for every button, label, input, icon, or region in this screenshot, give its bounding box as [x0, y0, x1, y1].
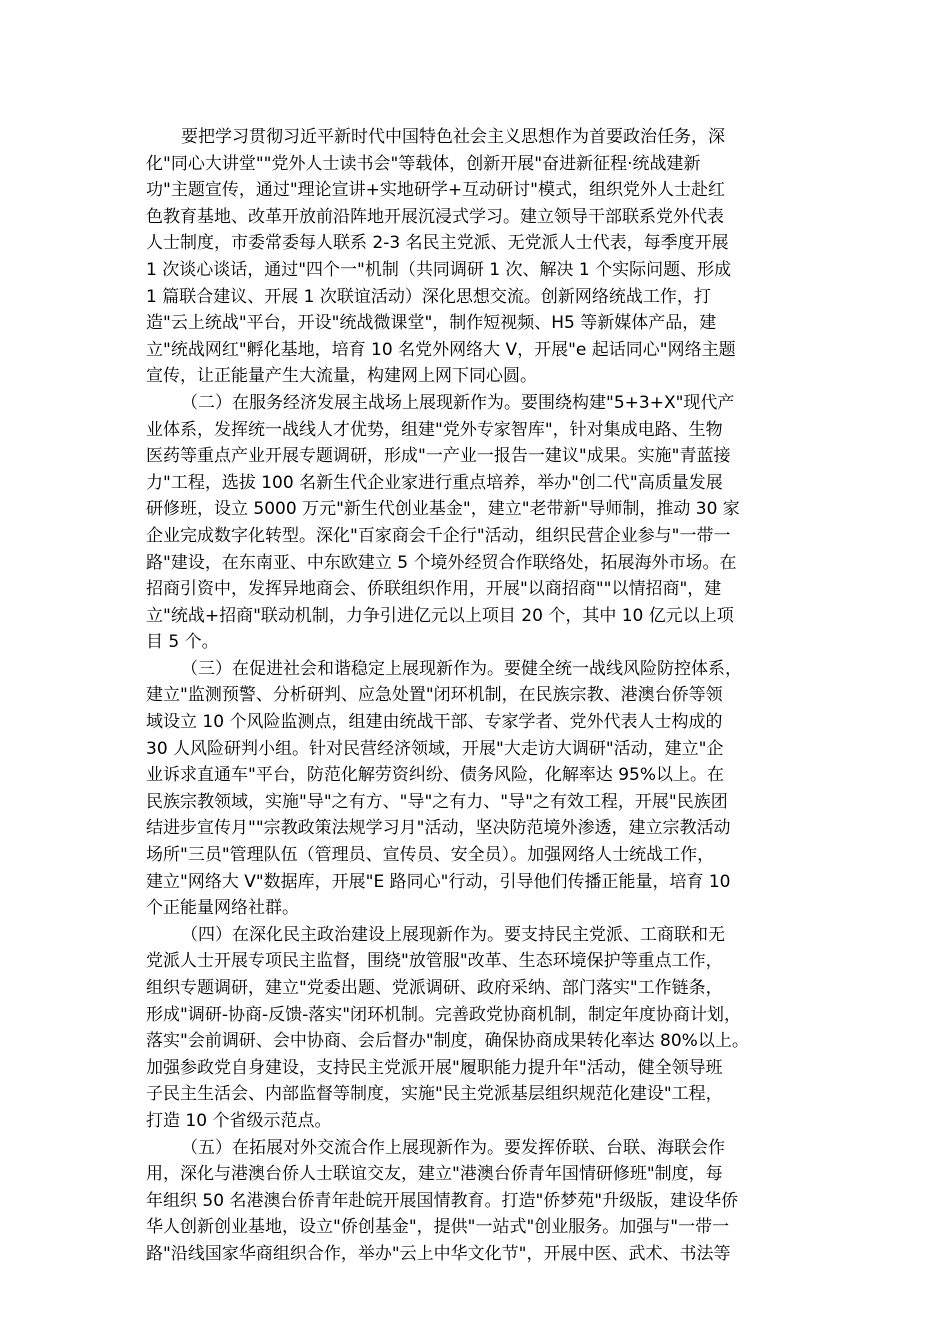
paragraph-first-line: 要把学习贯彻习近平新时代中国特色社会主义思想作为首要政治任务，深 — [181, 127, 725, 147]
text-line: 立"统战+招商"联动机制，力争引进亿元以上项目 20 个，其中 10 亿元以上项 — [146, 605, 734, 626]
text-line: 功"主题宣传，通过"理论宣讲+实地研学+互动研讨"模式，组织党外人士赴红 — [146, 180, 725, 201]
text-line: 业体系，发挥统一战线人才优势，组建"党外专家智库"，针对集成电路、生物 — [146, 419, 723, 440]
paragraph-first-line: （五）在拓展对外交流合作上展现新作为。要发挥侨联、台联、海联会作 — [181, 1137, 725, 1158]
text-line: 目 5 个。 — [146, 632, 219, 653]
text-line: 党派人士开展专项民主监督，围绕"放管服"改革、生态环境保护等重点工作， — [146, 951, 723, 972]
text-line: 民族宗教领域，实施"导"之有方、"导"之有力、"导"之有效工程，开展"民族团 — [146, 791, 728, 812]
text-line: 业诉求直通车"平台，防范化解劳资纠纷、债务风险，化解率达 95%以上。在 — [146, 765, 725, 786]
paragraph-first-line: （四）在深化民主政治建设上展现新作为。要支持民主党派、工商联和无 — [181, 924, 725, 945]
text-line: 路"建设，在东南亚、中东欧建立 5 个境外经贸合作联络处，拓展海外市场。在 — [146, 552, 737, 573]
text-line: 建立"监测预警、分析研判、应急处置"闭环机制，在民族宗教、港澳台侨等领 — [146, 685, 723, 706]
text-line: 研修班，设立 5000 万元"新生代创业基金"，建立"老带新"导师制，推动 30 家 — [146, 499, 740, 520]
text-line: 打造 10 个省级示范点。 — [146, 1110, 332, 1131]
text-line: 招商引资中，发挥异地商会、侨联组织作用，开展"以商招商""以情招商"，建 — [146, 579, 722, 600]
text-line: 1 篇联合建议、开展 1 次联谊活动）深化思想交流。创新网络统战工作，打 — [146, 286, 711, 307]
text-line: 色教育基地、改革开放前沿阵地开展沉浸式学习。建立领导干部联系党外代表 — [146, 206, 724, 227]
text-line: 企业完成数字化转型。深化"百家商会千企行"活动，组织民营企业参与"一带一 — [146, 525, 731, 546]
text-line: 建立"网络大 V"数据库，开展"E 路同心"行动，引导他们传播正能量，培育 10 — [146, 871, 731, 892]
text-line: 人士制度，市委常委每人联系 2-3 名民主党派、无党派人士代表，每季度开展 — [146, 233, 729, 254]
body-text — [146, 124, 812, 1268]
text-line: 医药等重点产业开展专题调研，形成"一产业一报告一建议"成果。实施"青蓝接 — [146, 446, 731, 467]
text-line: 化"同心大讲堂""党外人士读书会"等载体，创新开展"奋进新征程·统战建新 — [146, 153, 701, 174]
text-line: 宣传，让正能量产生大流量，构建网上网下同心圆。 — [146, 366, 537, 387]
text-line: 域设立 10 个风险监测点，组建由统战干部、专家学者、党外代表人士构成的 — [146, 712, 723, 733]
text-line: 华人创新创业基地，设立"侨创基金"，提供"一站式"创业服务。加强与"一带一 — [146, 1217, 730, 1238]
text-line: 立"统战网红"孵化基地，培育 10 名党外网络大 V，开展"e 起话同心"网络主题 — [146, 339, 736, 360]
text-line: 个正能量网络社群。 — [146, 898, 299, 919]
text-line: 结进步宣传月""宗教政策法规学习月"活动，坚决防范境外渗透，建立宗教活动 — [146, 818, 731, 839]
text-line: 用，深化与港澳台侨人士联谊交友，建立"港澳台侨青年国情研修班"制度，每 — [146, 1164, 723, 1185]
paragraph-first-line: （二）在服务经济发展主战场上展现新作为。要围绕构建"5+3+X"现代产 — [181, 392, 735, 413]
text-line: 造"云上统战"平台，开设"统战微课堂"，制作短视频、H5 等新媒体产品，建 — [146, 313, 717, 334]
text-line: 年组织 50 名港澳台侨青年赴皖开展国情教育。打造"侨梦苑"升级版，建设华侨 — [146, 1190, 739, 1211]
text-line: 形成"调研-协商-反馈-落实"闭环机制。完善政党协商机制，制定年度协商计划， — [146, 1004, 742, 1025]
text-line: 场所"三员"管理队伍（管理员、宣传员、安全员）。加强网络人士统战工作， — [146, 845, 715, 866]
text-line: 30 人风险研判小组。针对民营经济领域，开展"大走访大调研"活动，建立"企 — [146, 738, 724, 759]
text-line: 加强参政党自身建设，支持民主党派开展"履职能力提升年"活动，健全领导班 — [146, 1057, 723, 1078]
text-line: 路"沿线国家华商组织合作，举办"云上中华文化节"，开展中医、武术、书法等 — [146, 1243, 731, 1264]
text-line: 落实"会前调研、会中协商、会后督办"制度，确保协商成果转化率达 80%以上。 — [146, 1031, 749, 1052]
text-line: 组织专题调研，建立"党委出题、党派调研、政府采纳、部门落实"工作链条， — [146, 978, 723, 998]
paragraph-first-line: （三）在促进社会和谐稳定上展现新作为。要健全统一战线风险防控体系， — [181, 658, 742, 679]
text-line: 1 次谈心谈话，通过"四个一"机制（共同调研 1 次、解决 1 个实际问题、形成 — [146, 259, 732, 280]
text-line: 子民主生活会、内部监督等制度，实施"民主党派基层组织规范化建设"工程， — [146, 1084, 723, 1105]
text-line: 力"工程，选拔 100 名新生代企业家进行重点培养，举办"创二代"高质量发展 — [146, 472, 723, 493]
